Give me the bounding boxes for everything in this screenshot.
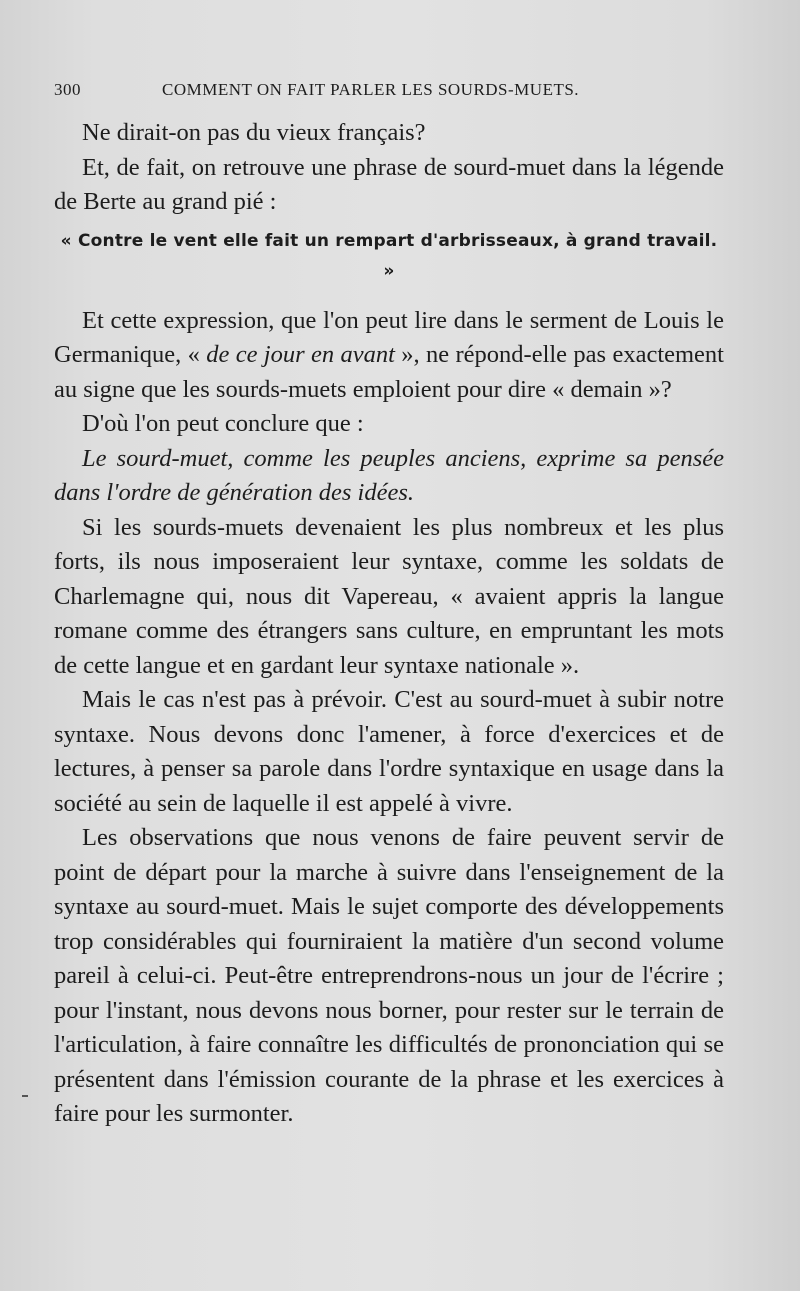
paragraph-8: Les observations que nous venons de faire peuvent servir de point de départ pour la marche à suivre dans l'enseignement de la syntaxe au sourd-muet. Mais le sujet comporte des développements trop considérables qui fourniraient la matière d'un second volume pareil à celui-ci. Peut-être entreprendrons-nous un jour de l'écrire ; pour l'instant, nous devons nous borner, pour rester sur le terrain de l'articulation, à faire connaître les difficultés de prononciation qui se présentent dans l'émission courante de la phrase et les exercices à faire pour les surmonter. — [54, 824, 724, 1127]
paragraph-4: D'où l'on peut conclure que : — [82, 410, 364, 437]
margin-mark — [22, 1095, 28, 1097]
paragraph-3-start: Et cette expression, que l'on peut lire dans le serment de Louis le Germanique, « — [54, 306, 724, 368]
paragraph-2: Et, de fait, on retrouve une phrase de sourd-muet dans la légende de Berte au grand pié : — [54, 153, 724, 215]
page-number: 300 — [54, 80, 81, 99]
paragraph-6: Si les sourds-muets devenaient les plus nombreux et les plus forts, ils nous imposeraient leur syntaxe, comme les soldats de Charlemagne qui, nous dit Vapereau, « avaient appris la langue romane comme des étrangers sans culture, en empruntant les mots de cette langue et en gardant leur syntaxe nationale ». — [54, 513, 724, 679]
paragraph-3 — [54, 304, 724, 408]
block-quote: « Contre le vent elle fait un rempart d'arbrisseaux, à grand travail. » — [60, 230, 718, 281]
page-header — [54, 80, 722, 106]
paragraph-5-italic-conclusion: Le sourd-muet, comme les peuples anciens, exprime sa pensée dans l'ordre de génération des idées. — [54, 444, 724, 506]
paragraph-1: Ne dirait-on pas du vieux français? — [82, 119, 426, 146]
paragraph-3-italic: de ce jour en avant — [206, 341, 395, 368]
running-title: COMMENT ON FAIT PARLER LES SOURDS-MUETS. — [162, 80, 580, 99]
paragraph-7: Mais le cas n'est pas à prévoir. C'est au sourd-muet à subir notre syntaxe. Nous devons donc l'amener, à force d'exercices et de lectures, à penser sa parole dans l'ordre syntaxique en usage dans la société au sein de laquelle il est appelé à vivre. — [54, 686, 724, 817]
paragraph-3-end: », ne répond-elle pas exactement au signe que les sourds-muets emploient pour dire « demain »? — [54, 341, 724, 403]
body-text — [54, 116, 724, 1132]
